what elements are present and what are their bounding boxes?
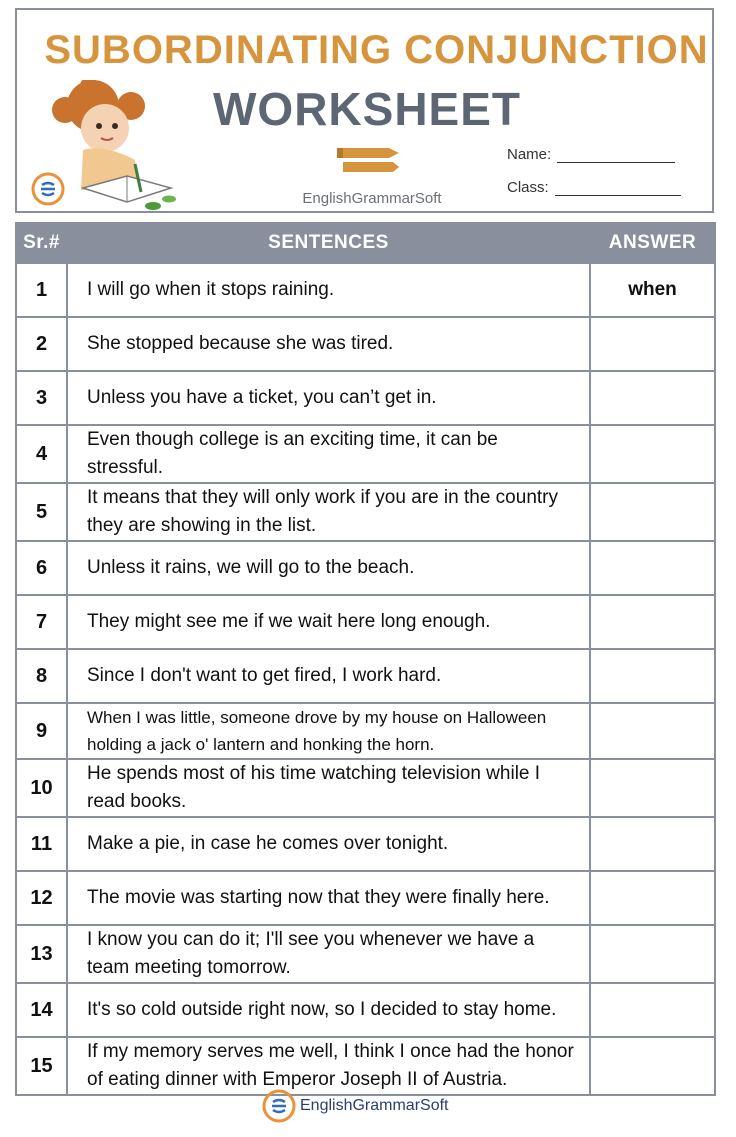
row-answer[interactable] bbox=[590, 483, 715, 541]
row-number: 1 bbox=[16, 263, 67, 317]
row-sentence: Make a pie, in case he comes over tonight. bbox=[67, 817, 590, 871]
table-row bbox=[16, 983, 715, 1037]
row-sentence: The movie was starting now that they were finally here. bbox=[67, 871, 590, 925]
row-sentence: Even though college is an exciting time, it can be stressful. bbox=[67, 425, 590, 483]
class-blank[interactable] bbox=[555, 181, 681, 196]
title-line-1: SUBORDINATING CONJUNCTION bbox=[44, 28, 709, 72]
row-number: 13 bbox=[16, 925, 67, 983]
row-answer[interactable] bbox=[590, 541, 715, 595]
table-row bbox=[16, 483, 715, 541]
table-row bbox=[16, 595, 715, 649]
row-sentence: If my memory serves me well, I think I once had the honor of eating dinner with Emperor Joseph II of Austria. bbox=[67, 1037, 590, 1095]
class-label: Class: bbox=[507, 179, 549, 196]
table-row bbox=[16, 817, 715, 871]
table-row bbox=[16, 871, 715, 925]
pencils-icon bbox=[337, 142, 401, 176]
name-field[interactable] bbox=[507, 146, 675, 163]
table-row bbox=[16, 371, 715, 425]
row-sentence: I know you can do it; I'll see you whenever we have a team meeting tomorrow. bbox=[67, 925, 590, 983]
row-sentence: It means that they will only work if you are in the country they are showing in the list. bbox=[67, 483, 590, 541]
table-row bbox=[16, 703, 715, 759]
row-number: 10 bbox=[16, 759, 67, 817]
row-sentence: When I was little, someone drove by my house on Halloween holding a jack o' lantern and honking the horn. bbox=[67, 703, 590, 759]
table-row bbox=[16, 925, 715, 983]
row-number: 15 bbox=[16, 1037, 67, 1095]
row-number: 11 bbox=[16, 817, 67, 871]
class-field[interactable] bbox=[507, 179, 681, 196]
header-answer: ANSWER bbox=[590, 223, 715, 263]
row-answer[interactable] bbox=[590, 1037, 715, 1095]
name-blank[interactable] bbox=[557, 148, 675, 163]
row-answer[interactable] bbox=[590, 817, 715, 871]
row-number: 9 bbox=[16, 703, 67, 759]
row-number: 14 bbox=[16, 983, 67, 1037]
table-row bbox=[16, 317, 715, 371]
row-sentence: Unless it rains, we will go to the beach. bbox=[67, 541, 590, 595]
row-answer[interactable] bbox=[590, 703, 715, 759]
footer-brand bbox=[262, 1087, 472, 1123]
row-answer[interactable] bbox=[590, 317, 715, 371]
row-number: 7 bbox=[16, 595, 67, 649]
row-number: 8 bbox=[16, 649, 67, 703]
row-sentence: Unless you have a ticket, you can’t get in. bbox=[67, 371, 590, 425]
row-answer[interactable] bbox=[590, 925, 715, 983]
row-answer[interactable] bbox=[590, 983, 715, 1037]
row-sentence: She stopped because she was tired. bbox=[67, 317, 590, 371]
row-answer[interactable] bbox=[590, 371, 715, 425]
sentences-table bbox=[15, 222, 716, 1096]
row-sentence: They might see me if we wait here long enough. bbox=[67, 595, 590, 649]
row-number: 2 bbox=[16, 317, 67, 371]
row-answer[interactable] bbox=[590, 595, 715, 649]
header-sentences: SENTENCES bbox=[67, 223, 590, 263]
row-number: 4 bbox=[16, 425, 67, 483]
row-number: 6 bbox=[16, 541, 67, 595]
row-answer[interactable] bbox=[590, 425, 715, 483]
table-row bbox=[16, 425, 715, 483]
row-answer[interactable] bbox=[590, 759, 715, 817]
table-row bbox=[16, 759, 715, 817]
row-sentence: He spends most of his time watching television while I read books. bbox=[67, 759, 590, 817]
worksheet-header bbox=[15, 8, 714, 213]
row-number: 5 bbox=[16, 483, 67, 541]
row-answer[interactable]: when bbox=[590, 263, 715, 317]
table-row bbox=[16, 263, 715, 317]
table-row bbox=[16, 541, 715, 595]
row-sentence: Since I don't want to get fired, I work hard. bbox=[67, 649, 590, 703]
brand-logo-icon bbox=[31, 172, 65, 206]
brand-logo-icon bbox=[262, 1089, 296, 1123]
footer-brand-text: EnglishGrammarSoft bbox=[300, 1097, 449, 1114]
row-answer[interactable] bbox=[590, 649, 715, 703]
table-header-row bbox=[16, 223, 715, 263]
header-serial: Sr.# bbox=[16, 223, 67, 263]
brand-name: EnglishGrammarSoft bbox=[302, 190, 442, 207]
row-number: 12 bbox=[16, 871, 67, 925]
girl-writing-illustration bbox=[43, 80, 193, 215]
title-line-2: WORKSHEET bbox=[213, 83, 521, 135]
table-row bbox=[16, 649, 715, 703]
row-answer[interactable] bbox=[590, 871, 715, 925]
row-sentence: It's so cold outside right now, so I decided to stay home. bbox=[67, 983, 590, 1037]
row-sentence: I will go when it stops raining. bbox=[67, 263, 590, 317]
row-number: 3 bbox=[16, 371, 67, 425]
name-label: Name: bbox=[507, 146, 552, 163]
